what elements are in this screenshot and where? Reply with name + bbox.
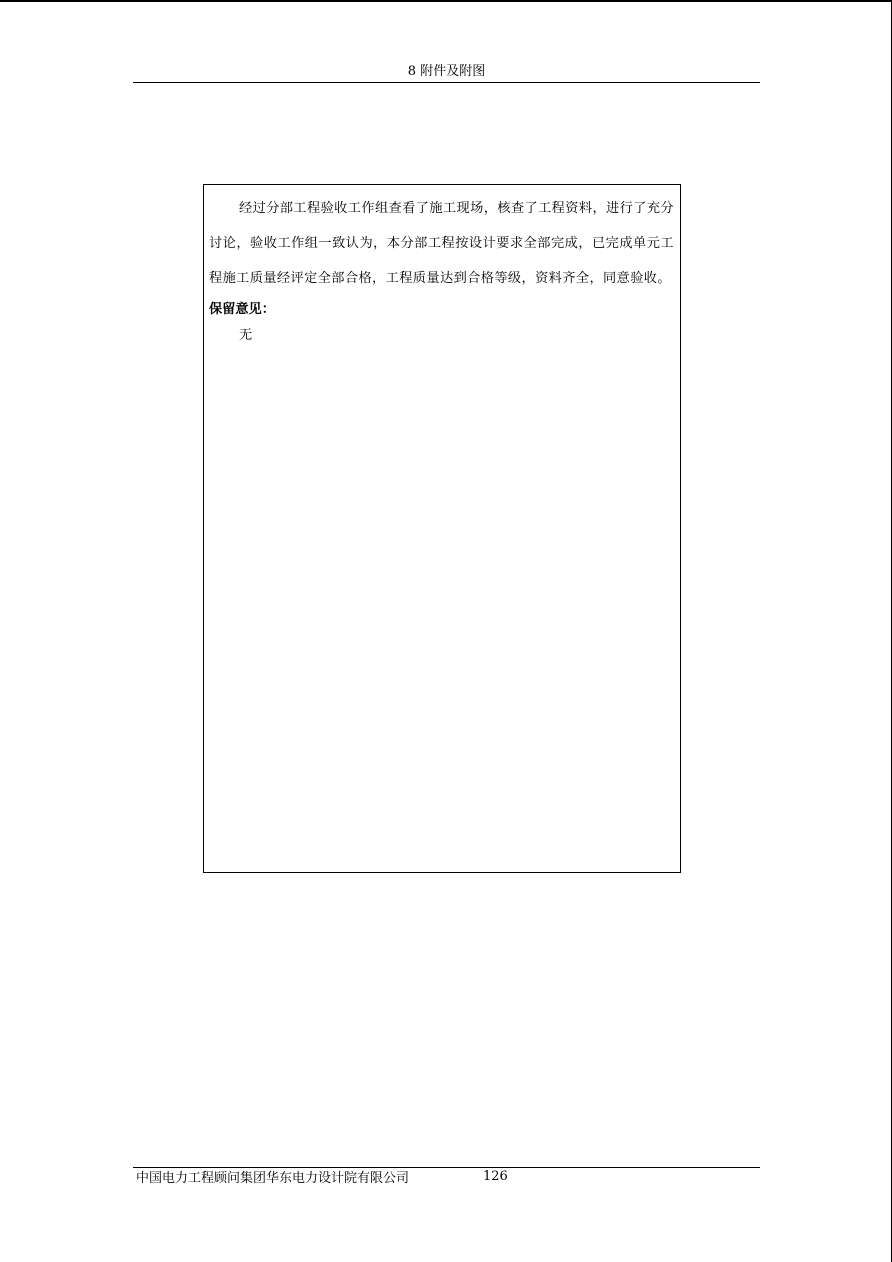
page-number: 126 (483, 1169, 508, 1184)
header-divider (133, 82, 760, 83)
footer-divider (133, 1167, 760, 1168)
retention-opinion-value: 无 (239, 328, 253, 343)
page-top-border (0, 0, 892, 2)
acceptance-opinion-box (203, 184, 681, 873)
footer-company-name: 中国电力工程顾问集团华东电力设计院有限公司 (136, 1171, 410, 1186)
retention-opinion-label: 保留意见： (209, 302, 275, 317)
page-header-title: 8 附件及附图 (407, 64, 486, 79)
acceptance-conclusion-text: 经过分部工程验收工作组查看了施工现场，核查了工程资料，进行了充分讨论，验收工作组一致认为，本分部工程按设计要求全部完成，已完成单元工程施工质量经评定全部合格，工程质量达到合格等级，资料齐全，同意验收。 (209, 201, 674, 286)
